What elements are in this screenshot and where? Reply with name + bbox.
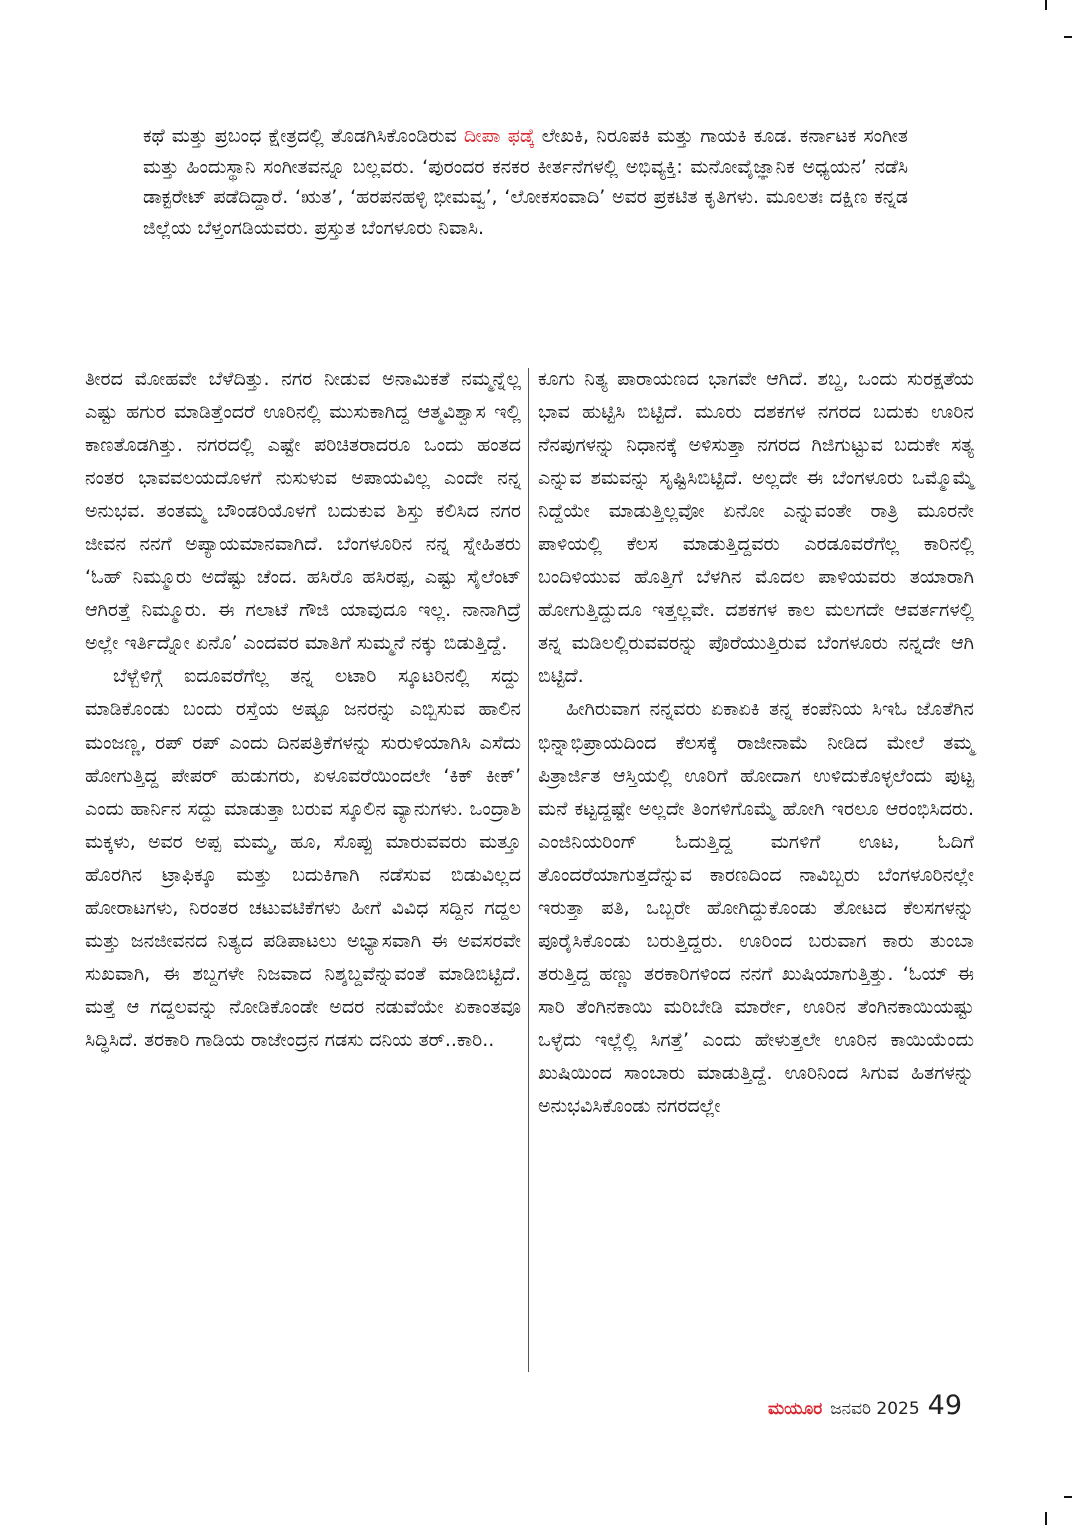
bio-text-after: ಲೇಖಕಿ, ನಿರೂಪಕಿ ಮತ್ತು ಗಾಯಕಿ ಕೂಡ. ಕರ್ನಾಟಕ ಸಂಗೀತ ಮತ್ತು ಹಿಂದುಸ್ಥಾನಿ ಸಂಗೀತವನ್ನೂ ಬಲ್ಲವರು. ‘ಪುರಂದರ ಕನಕರ ಕೀರ್ತನೆಗಳಲ್ಲಿ ಅಭಿವ್ಯಕ್ತಿ: ಮನೋವೈಜ್ಞಾನಿಕ ಅಧ್ಯಯನ’ ನಡೆಸಿ ಡಾಕ್ಟರೇಟ್ ಪಡೆದಿದ್ದಾರೆ. ‘ಋತ’, ‘ಹರಪನಹಳ್ಳಿ ಭೀಮವ್ವ’, ‘ಲೋಕಸಂವಾದಿ’ ಅವರ ಪ್ರಕಟಿತ ಕೃತಿಗಳು. ಮೂಲತಃ ದಕ್ಷಿಣ ಕನ್ನಡ ಜಿಲ್ಲೆಯ ಬೆಳ್ತಂಗಡಿಯವರು. ಪ್ರಸ್ತುತ ಬೆಂಗಳೂರು ನಿವಾಸಿ.	[143, 125, 908, 239]
bio-text-before: ಕಥೆ ಮತ್ತು ಪ್ರಬಂಧ ಕ್ಷೇತ್ರದಲ್ಲಿ ತೊಡಗಿಸಿಕೊಂಡಿರುವ	[143, 125, 464, 147]
page-footer	[768, 1390, 962, 1430]
paragraph: ಕೂಗು ನಿತ್ಯ ಪಾರಾಯಣದ ಭಾಗವೇ ಆಗಿದೆ. ಶಬ್ದ, ಒಂದು ಸುರಕ್ಷತೆಯ ಭಾವ ಹುಟ್ಟಿಸಿ ಬಿಟ್ಟಿದೆ. ಮೂರು ದಶಕಗಳ ನಗರದ ಬದುಕು ಊರಿನ ನೆನಪುಗಳನ್ನು ನಿಧಾನಕ್ಕೆ ಅಳಿಸುತ್ತಾ ನಗರದ ಗಿಜಿಗುಟ್ಟುವ ಬದುಕೇ ಸತ್ಯ ಎನ್ನುವ ಶಮವನ್ನು ಸೃಷ್ಟಿಸಿಬಿಟ್ಟಿದೆ. ಅಲ್ಲದೇ ಈ ಬೆಂಗಳೂರು ಒಮ್ಮೊಮ್ಮೆ ನಿದ್ದೆಯೇ ಮಾಡುತ್ತಿಲ್ಲವೋ ಏನೋ ಎನ್ನುವಂತೇ ರಾತ್ರಿ ಮೂರನೇ ಪಾಳಿಯಲ್ಲಿ ಕೆಲಸ ಮಾಡುತ್ತಿದ್ದವರು ಎರಡೂವರೆಗೆಲ್ಲ ಕಾರಿನಲ್ಲಿ ಬಂದಿಳಿಯುವ ಹೊತ್ತಿಗೆ ಬೆಳಗಿನ ಮೊದಲ ಪಾಳಿಯವರು ತಯಾರಾಗಿ ಹೋಗುತ್ತಿದ್ದುದೂ ಇತ್ತಲ್ಲವೇ. ದಶಕಗಳ ಕಾಲ ಮಲಗದೇ ಆವರ್ತಗಳಲ್ಲಿ ತನ್ನ ಮಡಿಲಲ್ಲಿರುವವರನ್ನು ಪೊರೆಯುತ್ತಿರುವ ಬೆಂಗಳೂರು ನನ್ನದೇ ಆಗಿ ಬಿಟ್ಟಿದೆ.	[538, 368, 974, 688]
paragraph: ತೀರದ ಮೋಹವೇ ಬೆಳೆದಿತ್ತು. ನಗರ ನೀಡುವ ಅನಾಮಿಕತೆ ನಮ್ಮನ್ನೆಲ್ಲ ಎಷ್ಟು ಹಗುರ ಮಾಡಿತ್ತೆಂದರೆ ಊರಿನಲ್ಲಿ ಮುಸುಕಾಗಿದ್ದ ಆತ್ಮವಿಶ್ವಾಸ ಇಲ್ಲಿ ಕಾಣತೊಡಗಿತ್ತು. ನಗರದಲ್ಲಿ ಎಷ್ಟೇ ಪರಿಚಿತರಾದರೂ ಒಂದು ಹಂತದ ನಂತರ ಭಾವವಲಯದೊಳಗೆ ನುಸುಳುವ ಅಪಾಯವಿಲ್ಲ ಎಂದೇ ನನ್ನ ಅನುಭವ. ತಂತಮ್ಮ ಬೌಂಡರಿಯೊಳಗೆ ಬದುಕುವ ಶಿಸ್ತು ಕಲಿಸಿದ ನಗರ ಜೀವನ ನನಗೆ ಅಪ್ಯಾಯಮಾನವಾಗಿದೆ. ಬೆಂಗಳೂರಿನ ನನ್ನ ಸ್ನೇಹಿತರು ‘ಓಹ್ ನಿಮ್ಮೂರು ಅದೆಷ್ಟು ಚೆಂದ. ಹಸಿರೊ ಹಸಿರಪ್ಪ, ಎಷ್ಟು ಸೈಲೆಂಟ್ ಆಗಿರತ್ತೆ ನಿಮ್ಮೂರು. ಈ ಗಲಾಟೆ ಗೌಜಿ ಯಾವುದೂ ಇಲ್ಲ. ನಾನಾಗಿದ್ರೆ ಅಲ್ಲೇ ಇರ್ತಿದ್ನೋ ಏನೊ’ ಎಂದವರ ಮಾತಿಗೆ ಸುಮ್ಮನೆ ನಕ್ಕು ಬಿಡುತ್ತಿದ್ದೆ.	[85, 368, 521, 655]
article-column-left	[85, 363, 521, 1057]
crop-mark-bottom-right	[1045, 1512, 1047, 1525]
magazine-logo: ಮಯೂರ	[767, 1399, 823, 1419]
article-column-right	[538, 363, 974, 1123]
column-divider	[528, 368, 529, 1372]
crop-mark-right-upper	[1064, 36, 1072, 38]
author-name: ದೀಪಾ ಫಡ್ಕೆ	[463, 125, 535, 147]
page-number: 49	[927, 1390, 962, 1421]
crop-mark-top-right	[1045, 0, 1047, 10]
author-bio	[143, 121, 908, 243]
paragraph: ಬೆಳ್ಬೆಳಿಗ್ಗೆ ಐದೂವರೆಗೆಲ್ಲ ತನ್ನ ಲಟಾರಿ ಸ್ಕೂಟರಿನಲ್ಲಿ ಸದ್ದು ಮಾಡಿಕೊಂಡು ಬಂದು ರಸ್ತೆಯ ಅಷ್ಟೂ ಜನರನ್ನು ಎಬ್ಬಿಸುವ ಹಾಲಿನ ಮಂಜಣ್ಣ, ರಪ್ ರಪ್ ಎಂದು ದಿನಪತ್ರಿಕೆಗಳನ್ನು ಸುರುಳಿಯಾಗಿಸಿ ಎಸೆದು ಹೋಗುತ್ತಿದ್ದ ಪೇಪರ್ ಹುಡುಗರು, ಏಳೂವರೆಯಿಂದಲೇ ‘ಕಿಕ್ ಕೀಕ್’ ಎಂದು ಹಾರ್ನಿನ ಸದ್ದು ಮಾಡುತ್ತಾ ಬರುವ ಸ್ಕೂಲಿನ ವ್ಯಾನುಗಳು. ಒಂದ್ರಾಶಿ ಮಕ್ಕಳು, ಅವರ ಅಪ್ಪ ಮಮ್ಮ, ಹೂ, ಸೊಪ್ಪು ಮಾರುವವರು ಮತ್ತೂ ಹೊರಗಿನ ಟ್ರಾಫಿಕ್ಕೂ ಮತ್ತು ಬದುಕಿಗಾಗಿ ನಡೆಸುವ ಬಿಡುವಿಲ್ಲದ ಹೋರಾಟಗಳು, ನಿರಂತರ ಚಟುವಟಿಕೆಗಳು ಹೀಗೆ ವಿವಿಧ ಸದ್ದಿನ ಗದ್ದಲ ಮತ್ತು ಜನಜೀವನದ ನಿತ್ಯದ ಪಡಿಪಾಟಲು ಅಭ್ಯಾಸವಾಗಿ ಈ ಅವಸರವೇ ಸುಖವಾಗಿ, ಈ ಶಬ್ದಗಳೇ ನಿಜವಾದ ನಿಶ್ಶಬ್ದವೆನ್ನುವಂತೆ ಮಾಡಿಬಿಟ್ಟಿದೆ. ಮತ್ತೆ ಆ ಗದ್ದಲವನ್ನು ನೋಡಿಕೊಂಡೇ ಅದರ ನಡುವೆಯೇ ಏಕಾಂತವೂ ಸಿದ್ಧಿಸಿದೆ. ತರಕಾರಿ ಗಾಡಿಯ ರಾಜೇಂದ್ರನ ಗಡಸು ದನಿಯ ತರ್..ಕಾರಿ..	[85, 665, 521, 1051]
crop-mark-right-lower	[1064, 1496, 1072, 1498]
issue-date: ಜನವರಿ 2025	[830, 1399, 920, 1419]
paragraph: ಹೀಗಿರುವಾಗ ನನ್ನವರು ಏಕಾಏಕಿ ತನ್ನ ಕಂಪೆನಿಯ ಸಿಇಓ ಜೊತೆಗಿನ ಭಿನ್ನಾಭಿಪ್ರಾಯದಿಂದ ಕೆಲಸಕ್ಕೆ ರಾಜೀನಾಮೆ ನೀಡಿದ ಮೇಲೆ ತಮ್ಮ ಪಿತ್ರಾರ್ಜಿತ ಆಸ್ತಿಯಲ್ಲಿ ಊರಿಗೆ ಹೋದಾಗ ಉಳಿದುಕೊಳ್ಳಲೆಂದು ಪುಟ್ಟ ಮನೆ ಕಟ್ಟದ್ದಷ್ಟೇ ಅಲ್ಲದೇ ತಿಂಗಳಿಗೊಮ್ಮೆ ಹೋಗಿ ಇರಲೂ ಆರಂಭಿಸಿದರು. ಎಂಜಿನಿಯರಿಂಗ್ ಓದುತ್ತಿದ್ದ ಮಗಳಿಗೆ ಊಟ, ಓದಿಗೆ ತೊಂದರೆಯಾಗುತ್ತದೆನ್ನುವ ಕಾರಣದಿಂದ ನಾವಿಬ್ಬರು ಬೆಂಗಳೂರಿನಲ್ಲೇ ಇರುತ್ತಾ ಪತಿ, ಒಬ್ಬರೇ ಹೋಗಿದ್ದುಕೊಂಡು ತೋಟದ ಕೆಲಸಗಳನ್ನು ಪೂರೈಸಿಕೊಂಡು ಬರುತ್ತಿದ್ದರು. ಊರಿಂದ ಬರುವಾಗ ಕಾರು ತುಂಬಾ ತರುತ್ತಿದ್ದ ಹಣ್ಣು ತರಕಾರಿಗಳಿಂದ ನನಗೆ ಖುಷಿಯಾಗುತ್ತಿತ್ತು. ‘ಓಯ್ ಈ ಸಾರಿ ತೆಂಗಿನಕಾಯಿ ಮರಿಬೇಡಿ ಮಾರ್ರೇ, ಊರಿನ ತೆಂಗಿನಕಾಯಿಯಷ್ಟು ಒಳ್ಳೆದು ಇಲ್ಲೆಲ್ಲಿ ಸಿಗತ್ತೆ’ ಎಂದು ಹೇಳುತ್ತಲೇ ಊರಿನ ಕಾಯಿಯೆಂದು ಖುಷಿಯಿಂದ ಸಾಂಬಾರು ಮಾಡುತ್ತಿದ್ದೆ. ಊರಿನಿಂದ ಸಿಗುವ ಹಿತಗಳನ್ನು ಅನುಭವಿಸಿಕೊಂಡು ನಗರದಲ್ಲೇ	[538, 698, 974, 1118]
